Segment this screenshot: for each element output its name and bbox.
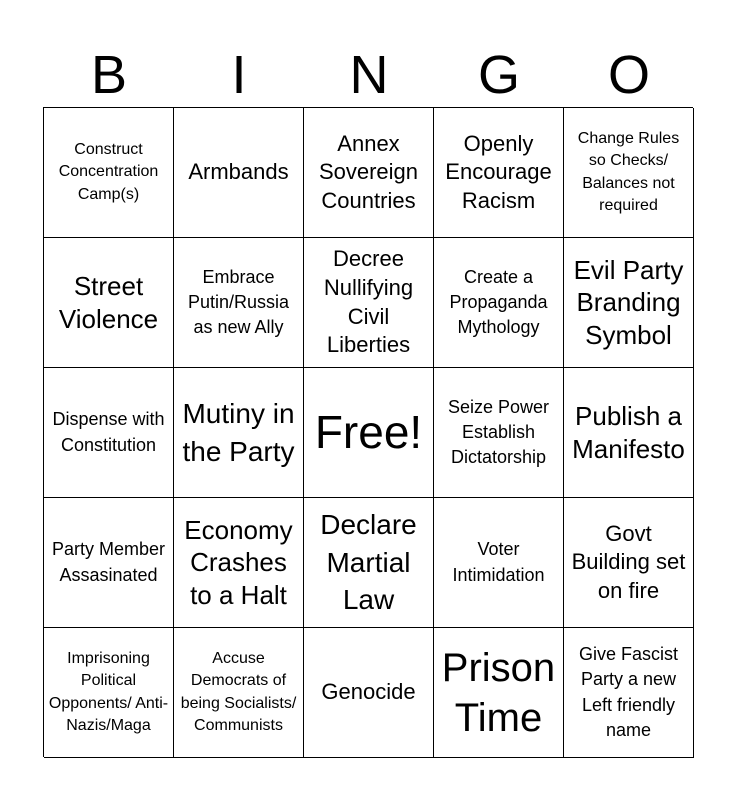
bingo-cell[interactable]: Dispense with Constitution [44, 368, 174, 498]
bingo-cell[interactable]: Declare Martial Law [304, 498, 434, 628]
bingo-cell[interactable]: Govt Building set on fire [564, 498, 694, 628]
bingo-cell[interactable]: Street Violence [44, 238, 174, 368]
free-space-cell[interactable]: Free! [304, 368, 434, 498]
bingo-header [44, 38, 694, 112]
bingo-cell[interactable]: Accuse Democrats of being Socialists/ Communists [174, 628, 304, 758]
header-letter-g: G [477, 45, 520, 105]
bingo-cell[interactable]: Armbands [174, 108, 304, 238]
bingo-cell[interactable]: Embrace Putin/Russia as new Ally [174, 238, 304, 368]
bingo-cell[interactable]: Change Rules so Checks/ Balances not required [564, 108, 694, 238]
bingo-cell[interactable]: Party Member Assasinated [44, 498, 174, 628]
bingo-board [43, 107, 693, 757]
bingo-cell[interactable]: Seize Power Establish Dictatorship [434, 368, 564, 498]
bingo-cell[interactable]: Imprisoning Political Opponents/ Anti-Nazis/Maga [44, 628, 174, 758]
bingo-cell[interactable]: Construct Concentration Camp(s) [44, 108, 174, 238]
header-letter-o: O [607, 45, 650, 105]
bingo-cell[interactable]: Genocide [304, 628, 434, 758]
header-letter-b: B [90, 45, 128, 105]
bingo-cell[interactable]: Give Fascist Party a new Left friendly name [564, 628, 694, 758]
bingo-cell[interactable]: Economy Crashes to a Halt [174, 498, 304, 628]
bingo-cell[interactable]: Create a Propaganda Mythology [434, 238, 564, 368]
header-letter-n: N [349, 45, 389, 105]
bingo-cell[interactable]: Prison Time [434, 628, 564, 758]
bingo-cell[interactable]: Openly Encourage Racism [434, 108, 564, 238]
bingo-cell[interactable]: Publish a Manifesto [564, 368, 694, 498]
bingo-cell[interactable]: Mutiny in the Party [174, 368, 304, 498]
bingo-cell[interactable]: Decree Nullifying Civil Liberties [304, 238, 434, 368]
bingo-cell[interactable]: Voter Intimidation [434, 498, 564, 628]
bingo-cell[interactable]: Annex Sovereign Countries [304, 108, 434, 238]
header-letter-i: I [231, 45, 247, 105]
bingo-cell[interactable]: Evil Party Branding Symbol [564, 238, 694, 368]
